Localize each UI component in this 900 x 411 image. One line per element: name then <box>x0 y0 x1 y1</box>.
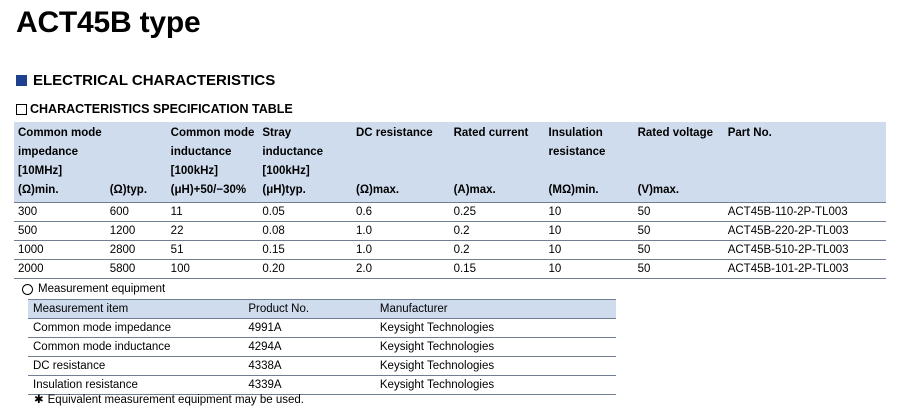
table-cell: 10 <box>545 260 634 279</box>
table-cell: 10 <box>545 203 634 222</box>
table-cell: 10 <box>545 222 634 241</box>
table-cell: 22 <box>167 222 259 241</box>
table-cell: 50 <box>634 241 724 260</box>
section-heading <box>16 72 275 89</box>
table-cell: 0.2 <box>450 241 545 260</box>
table-row <box>14 203 886 222</box>
spec-header-cell: (V)max. <box>637 184 680 196</box>
circle-bullet-icon <box>22 284 33 295</box>
table-cell: ACT45B-110-2P-TL003 <box>724 203 886 222</box>
spec-header-cell: Insulation <box>548 127 603 139</box>
equipment-table-body <box>28 319 616 395</box>
table-row <box>28 357 616 376</box>
table-cell: ACT45B-101-2P-TL003 <box>724 260 886 279</box>
table-cell: Keysight Technologies <box>375 319 616 338</box>
column-header: Measurement item <box>28 300 243 319</box>
spec-header-cell: (Ω)max. <box>356 184 400 196</box>
spec-header-cell: [10MHz] <box>18 165 63 177</box>
section-heading-label: ELECTRICAL CHARACTERISTICS <box>33 72 276 89</box>
spec-header-cell: Common mode <box>18 127 102 139</box>
footnote-text: Equivalent measurement equipment may be used. <box>47 394 304 406</box>
spec-header-cell: (μH)typ. <box>262 184 306 196</box>
equipment-table-head <box>28 300 616 319</box>
spec-header-cell: (Ω)min. <box>18 184 59 196</box>
spec-header-cell: (MΩ)min. <box>548 184 599 196</box>
table-cell: 4339A <box>243 376 375 395</box>
spec-header-cell: [100kHz] <box>170 165 218 177</box>
spec-table-body <box>14 203 886 279</box>
table-cell: 0.05 <box>258 203 352 222</box>
table-row <box>28 338 616 357</box>
table-cell: 600 <box>106 203 167 222</box>
table-cell: 0.2 <box>450 222 545 241</box>
spec-header-cell: (A)max. <box>453 184 496 196</box>
table-row <box>14 241 886 260</box>
table-cell: Keysight Technologies <box>375 376 616 395</box>
table-cell: 1000 <box>14 241 106 260</box>
spec-header-cell: (μH)+50/−30% <box>170 184 247 196</box>
table-cell: 2000 <box>14 260 106 279</box>
table-cell: 1200 <box>106 222 167 241</box>
table-cell: 100 <box>167 260 259 279</box>
spec-table-head <box>14 122 886 203</box>
measurement-equipment-heading <box>22 283 165 295</box>
table-cell: 0.08 <box>258 222 352 241</box>
table-row <box>14 222 886 241</box>
filled-square-bullet-icon <box>16 75 27 86</box>
table-cell: 50 <box>634 260 724 279</box>
column-header: Manufacturer <box>375 300 616 319</box>
table-cell: 0.15 <box>258 241 352 260</box>
subsection-heading <box>16 102 293 116</box>
table-cell: Insulation resistance <box>28 376 243 395</box>
footnote <box>34 392 304 406</box>
table-cell: Keysight Technologies <box>375 338 616 357</box>
spec-header-cell: (Ω)typ. <box>109 184 148 196</box>
table-cell: 1.0 <box>352 222 450 241</box>
table-cell: ACT45B-220-2P-TL003 <box>724 222 886 241</box>
hollow-square-bullet-icon <box>16 104 27 115</box>
table-cell: 4338A <box>243 357 375 376</box>
table-cell: DC resistance <box>28 357 243 376</box>
spec-header-cell: Rated voltage <box>637 127 713 139</box>
table-row <box>14 260 886 279</box>
page-title: ACT45B type <box>16 6 201 39</box>
spec-header-cell: impedance <box>18 146 79 158</box>
spec-header-cell: Stray <box>262 127 292 139</box>
table-cell: 0.6 <box>352 203 450 222</box>
measurement-equipment-label: Measurement equipment <box>38 283 166 295</box>
spec-header-cell: Part No. <box>727 127 772 139</box>
spec-header-cell: [100kHz] <box>262 165 310 177</box>
table-cell: 300 <box>14 203 106 222</box>
table-cell: 0.25 <box>450 203 545 222</box>
asterisk-icon: ✱ <box>34 394 44 406</box>
table-cell: 11 <box>167 203 259 222</box>
subsection-heading-label: CHARACTERISTICS SPECIFICATION TABLE <box>30 102 293 116</box>
spec-header-row-4 <box>14 181 886 203</box>
table-cell: 2.0 <box>352 260 450 279</box>
spec-header-cell: resistance <box>548 146 606 158</box>
table-cell: 1.0 <box>352 241 450 260</box>
characteristics-specification-table <box>14 122 886 279</box>
column-header: Product No. <box>243 300 375 319</box>
spec-header-row-1 <box>14 122 886 143</box>
table-cell: 5800 <box>106 260 167 279</box>
table-cell: 2800 <box>106 241 167 260</box>
table-row <box>28 319 616 338</box>
table-cell: 500 <box>14 222 106 241</box>
table-cell: 0.20 <box>258 260 352 279</box>
characteristics-specification-table-wrapper <box>14 122 886 279</box>
table-cell: 0.15 <box>450 260 545 279</box>
spec-header-cell: inductance <box>170 146 232 158</box>
measurement-equipment-table <box>28 299 616 395</box>
table-cell: 50 <box>634 203 724 222</box>
spec-header-cell: inductance <box>262 146 324 158</box>
spec-header-row-3 <box>14 162 886 181</box>
table-cell: 50 <box>634 222 724 241</box>
spec-header-cell: DC resistance <box>356 127 433 139</box>
table-cell: ACT45B-510-2P-TL003 <box>724 241 886 260</box>
spec-header-cell: Rated current <box>453 127 529 139</box>
table-cell: 4991A <box>243 319 375 338</box>
measurement-equipment-table-wrapper <box>28 299 616 395</box>
spec-header-row-2 <box>14 143 886 162</box>
table-cell: Keysight Technologies <box>375 357 616 376</box>
table-cell: Common mode inductance <box>28 338 243 357</box>
table-cell: 4294A <box>243 338 375 357</box>
equipment-header-row <box>28 300 616 319</box>
table-cell: Common mode impedance <box>28 319 243 338</box>
table-cell: 10 <box>545 241 634 260</box>
table-cell: 51 <box>167 241 259 260</box>
spec-header-cell: Common mode <box>170 127 255 139</box>
